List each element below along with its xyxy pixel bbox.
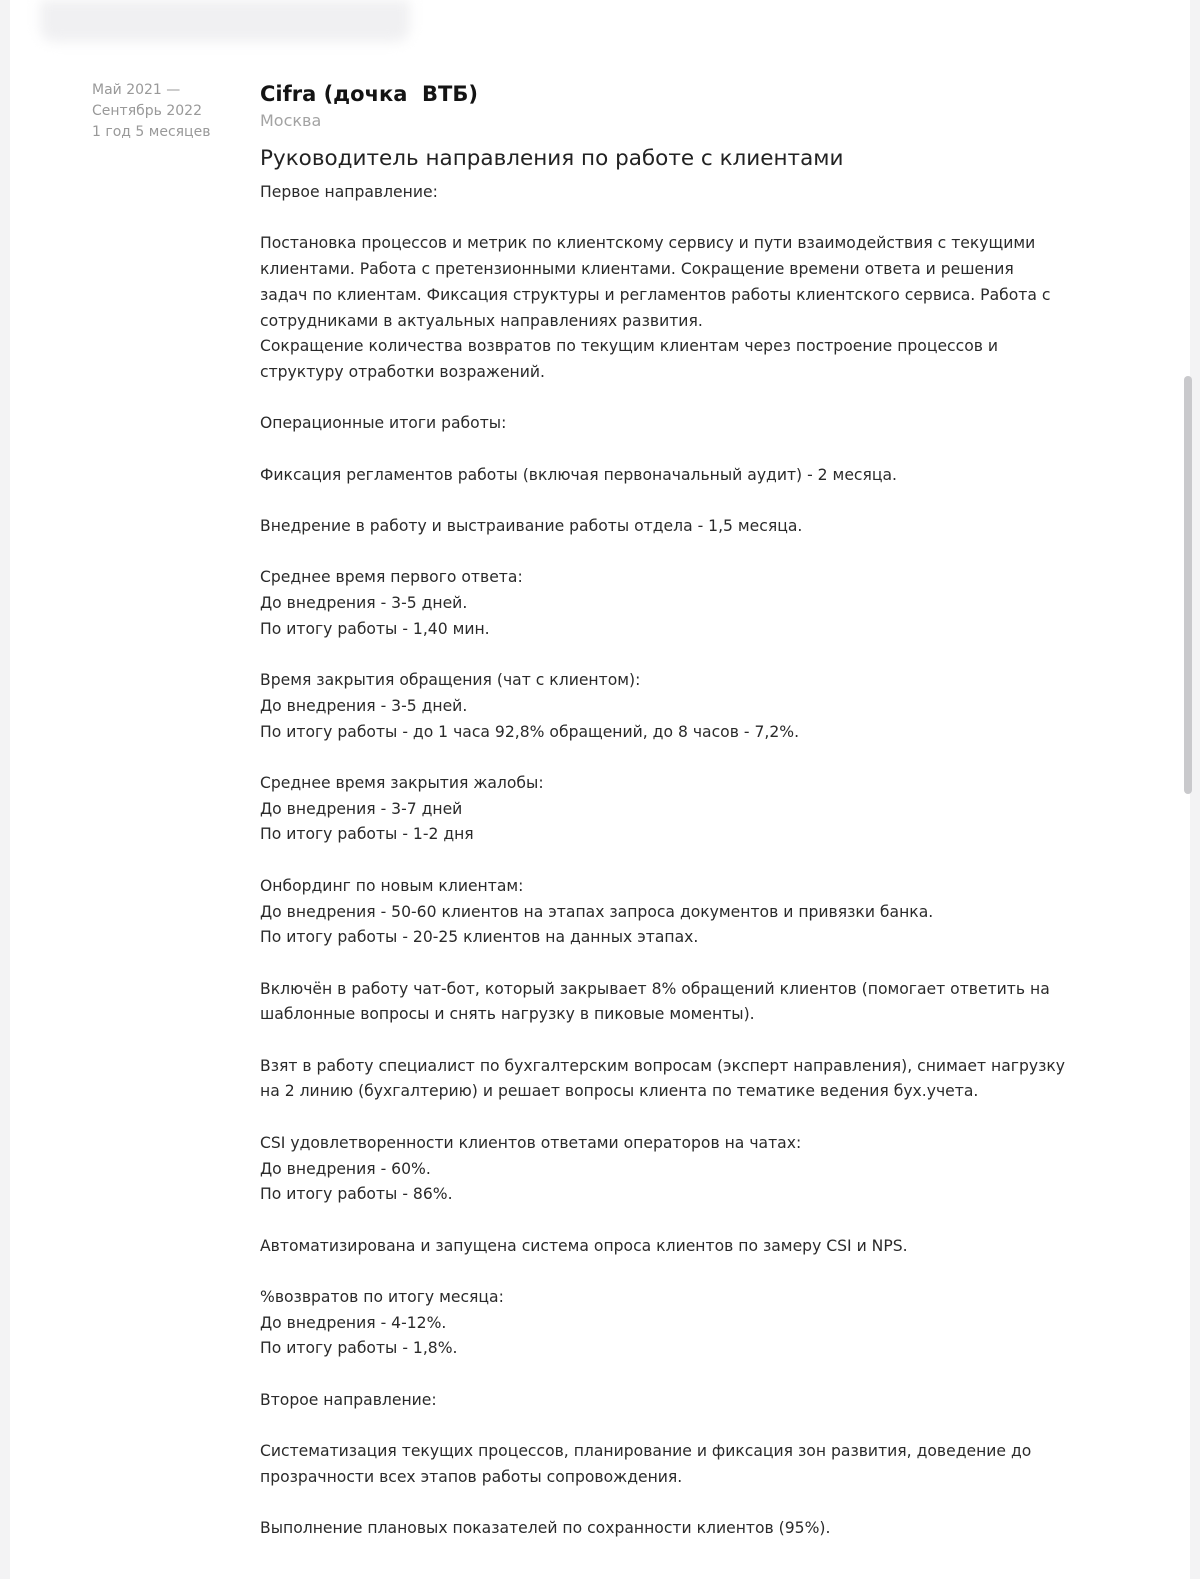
description-line: задач по клиентам. Фиксация структуры и регламентов работы клиентского сервиса. Работа с: [260, 285, 1051, 304]
description-line: По итогу работы - 1-2 дня: [260, 825, 474, 844]
description-line: структуру отработки возражений.: [260, 362, 545, 381]
description-line: Систематизация текущих процессов, планирование и фиксация зон развития, доведение до: [260, 1442, 1032, 1461]
company-name: Cifra (дочка ВТБ): [260, 82, 478, 106]
description-blank-line: [260, 488, 1140, 514]
description-blank-line: [260, 643, 1140, 669]
description-blank-line: [260, 206, 1140, 232]
description-blank-line: [260, 1105, 1140, 1131]
description-line: До внедрения - 3-7 дней: [260, 799, 463, 818]
period-start: Май 2021 —: [92, 82, 181, 98]
description-line: шаблонные вопросы и снять нагрузку в пиковые моменты).: [260, 1005, 755, 1024]
description-blank-line: [260, 1208, 1140, 1234]
description-line: Постановка процессов и метрик по клиентскому сервису и пути взаимодействия с текущими: [260, 234, 1036, 253]
description-line: По итогу работы - 1,8%.: [260, 1339, 458, 1358]
scrollbar-thumb[interactable]: [1184, 376, 1192, 794]
description-line: Второе направление:: [260, 1390, 437, 1409]
description-blank-line: [260, 1362, 1140, 1388]
description-line: Сокращение количества возвратов по текущим клиентам через построение процессов и: [260, 337, 999, 356]
description-line: До внедрения - 4-12%.: [260, 1313, 447, 1332]
description-line: Среднее время закрытия жалобы:: [260, 774, 544, 793]
description-line: Выполнение плановых показателей по сохранности клиентов (95%).: [260, 1519, 831, 1538]
description-blank-line: [260, 848, 1140, 874]
description-line: Фиксация регламентов работы (включая первоначальный аудит) - 2 месяца.: [260, 465, 897, 484]
period-end: Сентябрь 2022: [92, 103, 202, 119]
description-line: CSI удовлетворенности клиентов ответами операторов на чатах:: [260, 1133, 802, 1152]
description-line: Автоматизирована и запущена система опроса клиентов по замеру CSI и NPS.: [260, 1236, 908, 1255]
description-line: на 2 линию (бухгалтерию) и решает вопросы клиента по тематике ведения бух.учета.: [260, 1082, 979, 1101]
experience-content: [260, 78, 1140, 1542]
description-line: До внедрения - 3-5 дней.: [260, 696, 468, 715]
description-line: прозрачности всех этапов работы сопровождения.: [260, 1467, 683, 1486]
description-line: Включён в работу чат-бот, который закрывает 8% обращений клиентов (помогает ответить на: [260, 979, 1050, 998]
description-line: %возвратов по итогу месяца:: [260, 1288, 504, 1307]
description-blank-line: [260, 1491, 1140, 1517]
job-description: [260, 180, 1140, 1542]
description-blank-line: [260, 540, 1140, 566]
description-line: До внедрения - 50-60 клиентов на этапах запроса документов и привязки банка.: [260, 902, 934, 921]
description-blank-line: [260, 1259, 1140, 1285]
description-line: До внедрения - 60%.: [260, 1159, 431, 1178]
description-line: Операционные итоги работы:: [260, 414, 507, 433]
position-title: Руководитель направления по работе с клиентами: [260, 146, 844, 171]
description-blank-line: [260, 951, 1140, 977]
description-line: По итогу работы - 20-25 клиентов на данных этапах.: [260, 928, 699, 947]
description-line: По итогу работы - 1,40 мин.: [260, 619, 490, 638]
description-line: До внедрения - 3-5 дней.: [260, 594, 468, 613]
description-blank-line: [260, 386, 1140, 412]
company-city: Москва: [260, 111, 322, 130]
description-line: Первое направление:: [260, 183, 438, 201]
description-line: Время закрытия обращения (чат с клиентом):: [260, 671, 641, 690]
description-line: Онбординг по новым клиентам:: [260, 876, 524, 895]
description-blank-line: [260, 1414, 1140, 1440]
description-blank-line: [260, 1028, 1140, 1054]
description-line: Среднее время первого ответа:: [260, 568, 523, 587]
description-blank-line: [260, 437, 1140, 463]
description-line: Внедрение в работу и выстраивание работы отдела - 1,5 месяца.: [260, 517, 803, 536]
experience-period: [92, 80, 242, 143]
description-blank-line: [260, 745, 1140, 771]
description-line: По итогу работы - до 1 часа 92,8% обращений, до 8 часов - 7,2%.: [260, 722, 800, 741]
description-line: клиентами. Работа с претензионными клиентами. Сокращение времени ответа и решения: [260, 260, 1014, 279]
description-line: Взят в работу специалист по бухгалтерским вопросам (эксперт направления), снимает нагрузку: [260, 1056, 1066, 1075]
description-line: По итогу работы - 86%.: [260, 1185, 453, 1204]
period-duration: 1 год 5 месяцев: [92, 124, 211, 140]
top-header-blur: [40, 0, 410, 42]
description-line: сотрудниками в актуальных направлениях развития.: [260, 311, 703, 330]
